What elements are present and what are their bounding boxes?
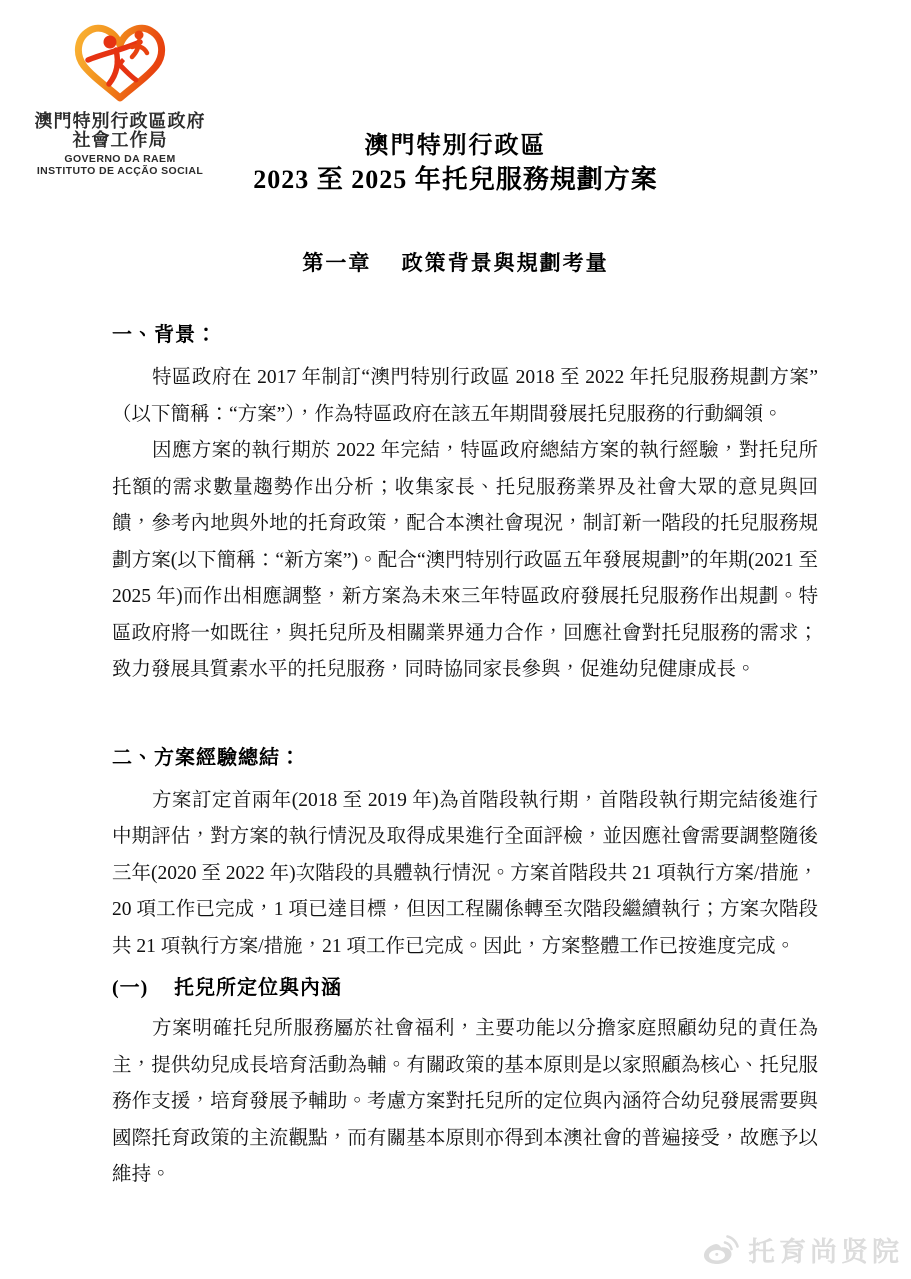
heart-logo-icon: [72, 20, 168, 106]
section-1-paragraph-1: 特區政府在 2017 年制訂“澳門特別行政區 2018 至 2022 年托兒服務規劃方案”（以下簡稱：“方案”），作為特區政府在該五年期間發展托兒服務的行動綱領。: [112, 367, 818, 425]
org-name-pt-line2: INSTITUTO DE ACÇÃO SOCIAL: [36, 165, 204, 177]
section-1-heading: 一、背景：: [112, 324, 217, 346]
watermark-text: 托育尚贤院: [748, 1237, 903, 1267]
subsection-1-title: 托兒所定位與內涵: [174, 977, 342, 999]
watermark: [702, 1230, 903, 1269]
subsection-1-heading: [112, 975, 818, 1001]
section-1-paragraph-2: 因應方案的執行期於 2022 年完結，特區政府總結方案的執行經驗，對托兒所托額的需求數量趨勢作出分析；收集家長、托兒服務業界及社會大眾的意見與回饋，參考內地與外地的托育政策，配合本澳社會現況，制訂新一階段的托兒服務規劃方案(以下簡稱：“新方案”)。配合“澳門特別行政區五年發展規劃”的年期(2021 至 2025 年)而作出相應調整，新方案為未來三年特區政府發展托兒服務作出規劃。特區政府將一如既往，與托兒所及相關業界通力合作，回應社會對托兒服務的需求；致力發展具質素水平的托兒服務，同時協同家長參與，促進幼兒健康成長。: [112, 440, 818, 680]
section-2-heading: 二、方案經驗總結：: [112, 746, 301, 769]
subsection-1-number: (一): [112, 977, 149, 999]
org-name-zh-line2: 社會工作局: [72, 130, 168, 150]
document-title: [0, 131, 911, 197]
org-name-pt-line1: GOVERNO DA RAEM: [64, 153, 176, 165]
weibo-icon: [702, 1234, 740, 1266]
document-title-line1: 澳門特別行政區: [364, 133, 547, 159]
document-body: [112, 322, 818, 1194]
document-title-line2: 2023 至 2025 年托兒服務規劃方案: [253, 165, 658, 194]
subsection-1-paragraph-1: 方案明確托兒所服務屬於社會福利，主要功能以分擔家庭照顧幼兒的責任為主，提供幼兒成長培育活動為輔。有關政策的基本原則是以家照顧為核心、托兒服務作支援，培育發展予輔助。考慮方案對托兒所的定位與內涵符合幼兒發展需要與國際托育政策的主流觀點，而有關基本原則亦得到本澳社會的普遍接受，故應予以維持。: [112, 1018, 818, 1185]
section-2-paragraph-1: 方案訂定首兩年(2018 至 2019 年)為首階段執行期，首階段執行期完結後進行中期評估，對方案的執行情況及取得成果進行全面評檢，並因應社會需要調整隨後三年(2020 至 2022 年)次階段的具體執行情況。方案首階段共 21 項執行方案/措施，20 項工作已完成，1 項已達目標，但因工程關係轉至次階段繼續執行；方案次階段共 21 項執行方案/措施，21 項工作已完成。因此，方案整體工作已按進度完成。: [112, 789, 818, 957]
chapter-heading: 第一章 政策背景與規劃考量: [302, 251, 609, 275]
org-name-zh-line1: 澳門特別行政區政府: [34, 111, 206, 131]
